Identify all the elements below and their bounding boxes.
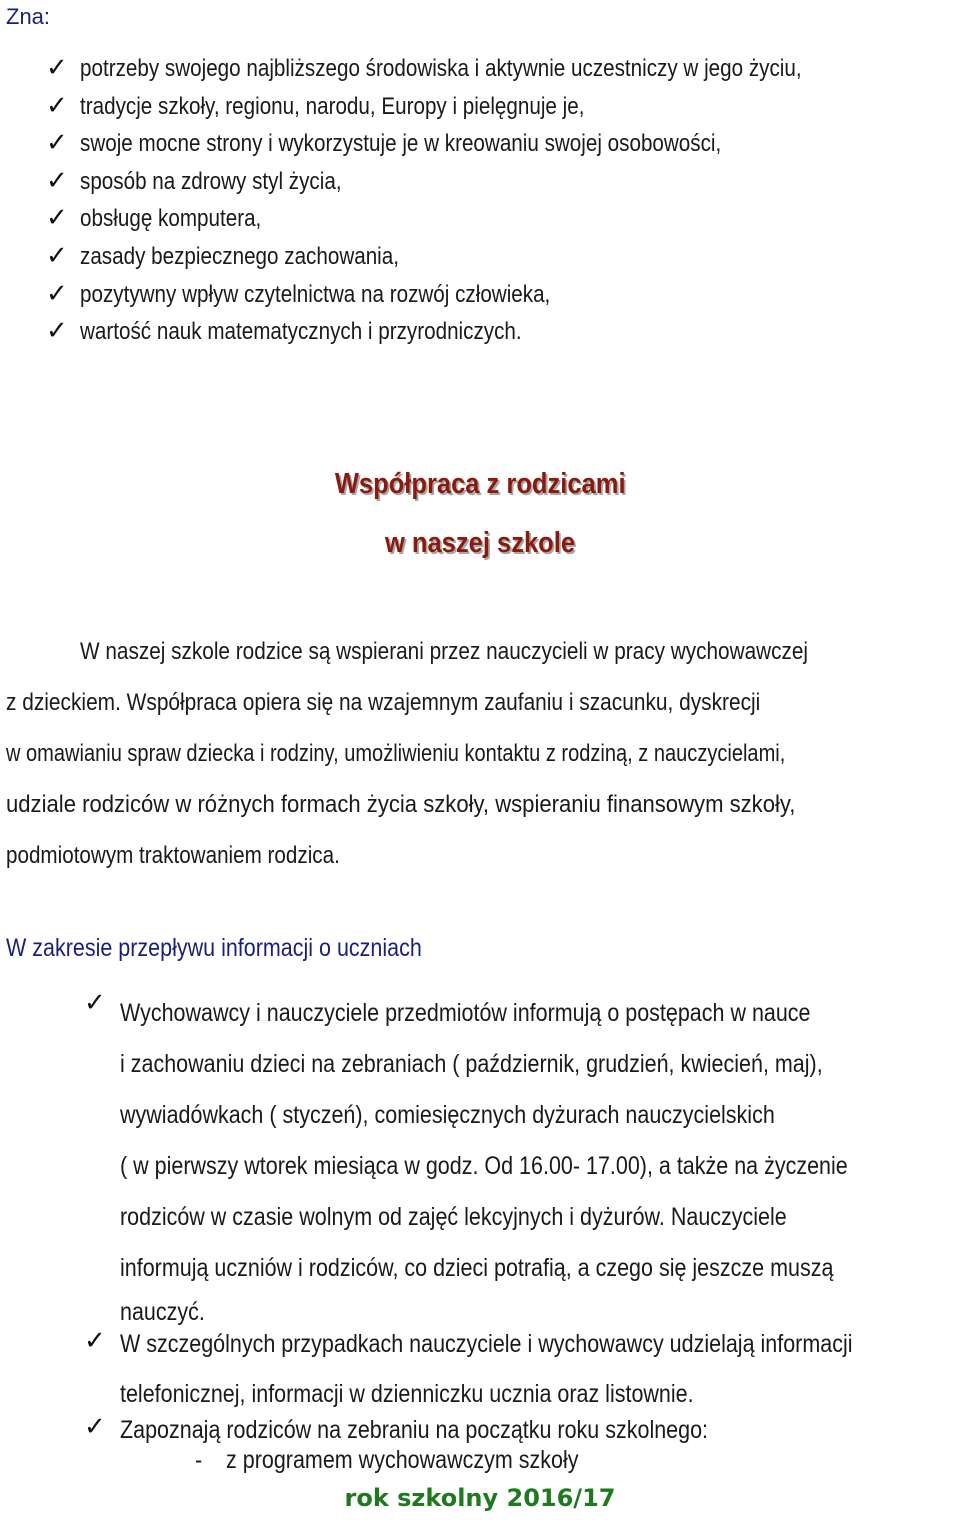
information-item-text — [120, 988, 960, 1330]
paragraph-line — [6, 830, 958, 881]
checkmark-icon: ✓ — [46, 240, 68, 271]
paragraph-line — [6, 626, 958, 677]
cooperation-title-line2-text: w naszej szkole — [384, 527, 576, 559]
cooperation-title-line1 — [0, 468, 960, 501]
checkmark-icon: ✓ — [46, 90, 68, 121]
paragraph-line — [6, 677, 958, 728]
list-item-text: potrzeby swojego najbliższego środowiska i aktywnie uczestniczy w jego życiu, — [80, 55, 802, 82]
information-line: rodziców w czasie wolnym od zajęć lekcyjnych i dyżurów. Nauczyciele — [120, 1203, 787, 1231]
list-item-text: tradycje szkoły, regionu, narodu, Europy i pielęgnuje je, — [80, 92, 585, 120]
paragraph-line-text: w omawianiu spraw dziecka i rodziny, umożliwieniu kontaktu z rodziną, z nauczycielami, — [6, 740, 786, 767]
information-item-text — [120, 1412, 804, 1448]
list-item-text: pozytywny wpływ czytelnictwa na rozwój człowieka, — [80, 280, 551, 308]
information-item-text — [120, 1326, 960, 1412]
list-item-text: zasady bezpiecznego zachowania, — [80, 242, 399, 270]
paragraph-line-text: podmiotowym traktowaniem rodzica. — [6, 842, 340, 869]
information-line: wywiadówkach ( styczeń), comiesięcznych dyżurach nauczycielskich — [120, 1101, 775, 1129]
paragraph-line-text: z dzieckiem. Współpraca opiera się na wzajemnym zaufaniu i szacunku, dyskrecji — [6, 689, 761, 716]
paragraph-line — [6, 779, 958, 830]
paragraph-line-text: W naszej szkole rodzice są wspierani przez nauczycieli w pracy wychowawczej — [80, 638, 809, 665]
information-line: ( w pierwszy wtorek miesiąca w godz. Od 16.00- 17.00), a także na życzenie — [120, 1152, 848, 1180]
checkmark-icon: ✓ — [46, 278, 68, 309]
checkmark-icon: ✓ — [46, 203, 68, 234]
paragraph-line-text: udziale rodziców w różnych formach życia szkoły, wspieraniu finansowym szkoły, — [6, 791, 796, 818]
checkmark-icon: ✓ — [46, 165, 68, 196]
information-line: nauczyć. — [120, 1298, 205, 1326]
information-heading-text: W zakresie przepływu informacji o uczniach — [6, 934, 422, 962]
checkmark-icon: ✓ — [84, 1326, 106, 1356]
list-item-text: swoje mocne strony i wykorzystuje je w kreowaniu swojej osobowości, — [80, 130, 722, 158]
information-line: W szczególnych przypadkach nauczyciele i wychowawcy udzielają informacji — [120, 1330, 853, 1358]
information-line: i zachowaniu dzieci na zebraniach ( październik, grudzień, kwiecień, maj), — [120, 1050, 823, 1078]
cooperation-title-line2 — [0, 527, 960, 560]
information-line: telefonicznej, informacji w dzienniczku ucznia oraz listownie. — [120, 1380, 694, 1408]
information-heading — [6, 934, 490, 963]
list-item-text: obsługę komputera, — [80, 205, 262, 233]
cooperation-paragraph — [6, 626, 958, 881]
checkmark-icon: ✓ — [46, 53, 68, 83]
footer-school-year: rok szkolny 2016/17 — [344, 1484, 616, 1512]
information-sub-item — [195, 1446, 641, 1475]
information-line: informują uczniów i rodziców, co dzieci potrafią, a czego się jeszcze muszą — [120, 1254, 834, 1282]
information-line: Zapoznają rodziców na zebraniu na początku roku szkolnego: — [120, 1416, 709, 1444]
paragraph-line — [6, 728, 958, 779]
list-item-text: sposób na zdrowy styl życia, — [80, 167, 342, 195]
information-line: Wychowawcy i nauczyciele przedmiotów informują o postępach w nauce — [120, 999, 811, 1027]
zna-heading: Zna: — [6, 4, 51, 29]
checkmark-icon: ✓ — [46, 128, 68, 159]
cooperation-title-line1-text: Współpraca z rodzicami — [334, 468, 626, 500]
checkmark-icon: ✓ — [46, 316, 68, 347]
list-item-text: wartość nauk matematycznych i przyrodniczych. — [80, 318, 522, 346]
information-sub-item-text: - z programem wychowawczym szkoły — [195, 1446, 579, 1474]
checkmark-icon: ✓ — [84, 1412, 106, 1442]
checkmark-icon: ✓ — [84, 988, 106, 1018]
